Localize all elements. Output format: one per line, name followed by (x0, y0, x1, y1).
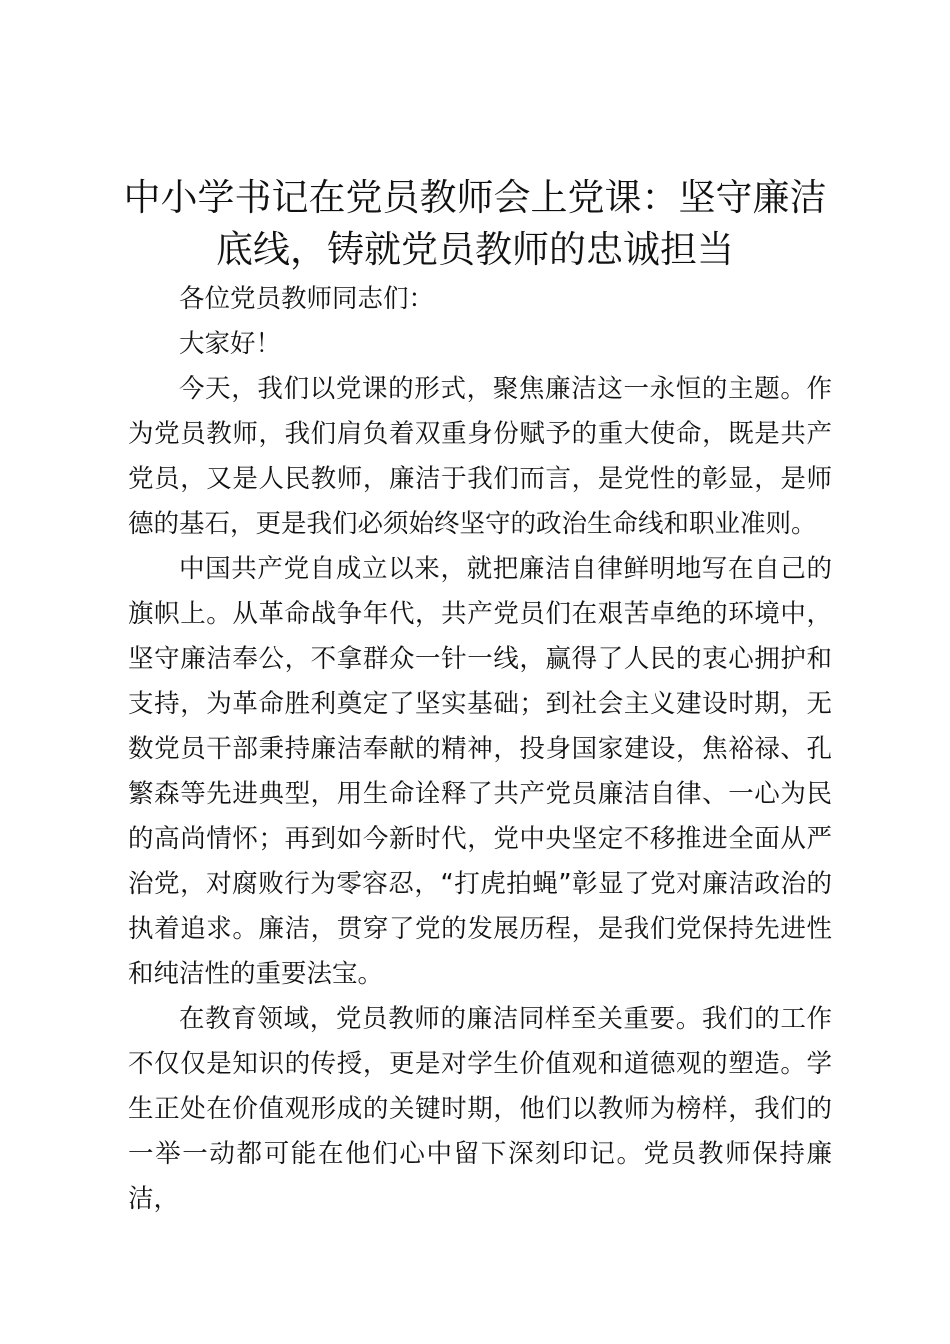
paragraph-2: 中国共产党自成立以来，就把廉洁自律鲜明地写在自己的旗帜上。从革命战争年代，共产党员们在艰苦卓绝的环境中，坚守廉洁奉公，不拿群众一针一线，赢得了人民的衷心拥护和支持，为革命胜利奠定了坚实基础；到社会主义建设时期，无数党员干部秉持廉洁奉献的精神，投身国家建设，焦裕禄、孔繁森等先进典型，用生命诠释了共产党员廉洁自律、一心为民的高尚情怀；再到如今新时代，党中央坚定不移推进全面从严治党，对腐败行为零容忍，“打虎拍蝇”彰显了党对廉洁政治的执着追求。廉洁，贯穿了党的发展历程，是我们党保持先进性和纯洁性的重要法宝。 (128, 554, 832, 989)
paragraph-1: 今天，我们以党课的形式，聚焦廉洁这一永恒的主题。作为党员教师，我们肩负着双重身份赋予的重大使命，既是共产党员，又是人民教师，廉洁于我们而言，是党性的彰显，是师德的基石，更是我们必须始终坚守的政治生命线和职业准则。 (128, 374, 832, 539)
document-title: 中小学书记在党员教师会上党课：坚守廉洁底线，铸就党员教师的忠诚担当 (123, 176, 827, 271)
paragraph-3: 在教育领域，党员教师的廉洁同样至关重要。我们的工作不仅仅是知识的传授，更是对学生价值观和道德观的塑造。学生正处在价值观形成的关键时期，他们以教师为榜样，我们的一举一动都可能在他们心中留下深刻印记。党员教师保持廉洁， (128, 1004, 832, 1214)
salutation-line: 大家好！ (179, 329, 282, 359)
greeting-line: 各位党员教师同志们： (179, 284, 435, 314)
document-body (128, 277, 832, 1222)
